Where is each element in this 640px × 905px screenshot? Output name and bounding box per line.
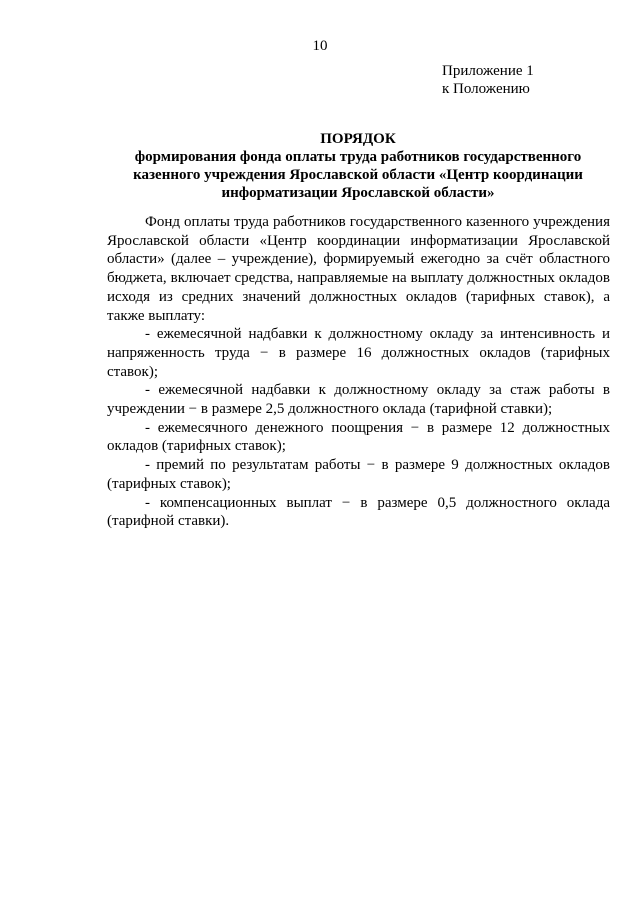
intro-paragraph: Фонд оплаты труда работников государственного казенного учреждения Ярославской области «Центр координации информатизации Ярославской области» (далее – учреждение), формируемый ежегодно за счёт областного бюджета, включает средства, направляемые на выплату должностных окладов исходя из средних значений должностных окладов (тарифных ставок), а также выплату: [107, 214, 610, 324]
document-title: ПОРЯДОК [320, 131, 396, 147]
appendix-line-1: Приложение 1 [442, 63, 534, 79]
list-item: - премий по результатам работы − в размере 9 должностных окладов (тарифных ставок); [107, 457, 610, 492]
document-subtitle-line-3: информатизации Ярославской области» [221, 185, 495, 201]
appendix-reference [442, 62, 534, 98]
page-number: 10 [312, 38, 328, 54]
list-item: - ежемесячного денежного поощрения − в размере 12 должностных окладов (тарифных ставок); [107, 419, 610, 455]
document-heading [100, 130, 616, 202]
list-item: - ежемесячной надбавки к должностному окладу за интенсивность и напряженность труда − в размере 16 должностных окладов (тарифных ставок); [107, 326, 610, 380]
document-subtitle-line-1: формирования фонда оплаты труда работников государственного [134, 149, 582, 165]
list-item: - компенсационных выплат − в размере 0,5 должностного оклада (тарифной ставки). [107, 494, 610, 530]
list-item: - ежемесячной надбавки к должностному окладу за стаж работы в учреждении − в размере 2,5 должностного оклада (тарифной ставки); [107, 382, 610, 418]
appendix-line-2: к Положению [442, 81, 530, 97]
document-body [107, 213, 610, 531]
document-subtitle-line-2: казенного учреждения Ярославской области «Центр координации [133, 167, 583, 183]
